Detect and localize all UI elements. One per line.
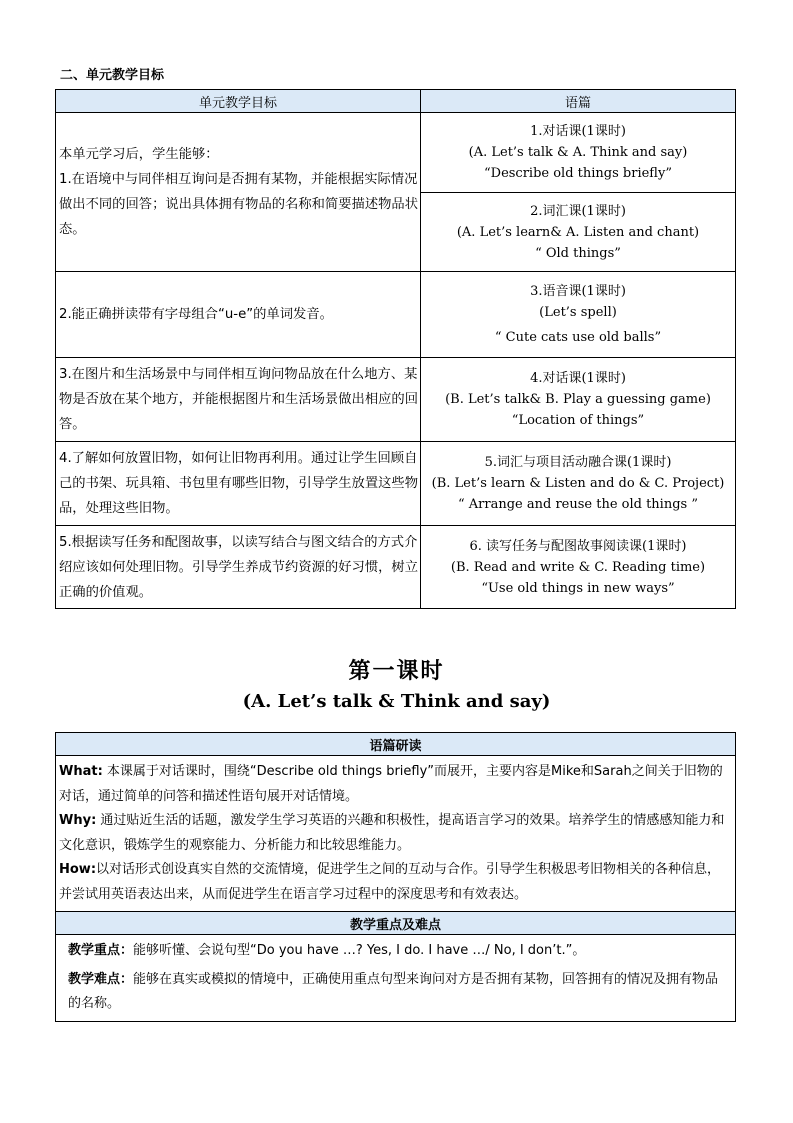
text-4-line-1: 4.对话课(1课时)	[530, 371, 626, 386]
goal-text-2: 2.能正确拼读带有字母组合“u-e”的单词发音。	[59, 307, 333, 322]
goal-cell-5	[56, 526, 421, 609]
text-study-body	[56, 756, 736, 912]
text-3-line-1: 3.语音课(1课时)	[530, 284, 626, 299]
key-points-header: 教学重点及难点	[56, 912, 736, 935]
text-2-line-2: (A. Let’s learn& A. Listen and chant)	[456, 224, 700, 240]
key-points-body	[56, 935, 736, 1022]
text-study-header: 语篇研读	[56, 733, 736, 756]
what-text: 本课属于对话课时，围绕“Describe old things briefly”而展开，主要内容是Mike和Sarah之间关于旧物的对话，通过简单的问答和描述性语句展开对话情境。	[59, 764, 723, 804]
text-5-line-2: (B. Let’s learn & Listen and do & C. Project)	[431, 476, 725, 491]
goal-intro: 本单元学习后，学生能够：	[59, 147, 219, 162]
text-3-line-3: “ Cute cats use old balls”	[494, 330, 662, 345]
texts-column-header: 语篇	[421, 90, 736, 113]
text-1-line-2: (A. Let’s talk & A. Think and say)	[468, 145, 688, 160]
text-study-table	[55, 732, 736, 1022]
text-6-line-2: (B. Read and write & C. Reading time)	[450, 559, 706, 575]
text-cell-1	[421, 113, 736, 193]
text-cell-4	[421, 358, 736, 442]
goal-text-1: 1.在语境中与同伴相互询问是否拥有某物，并能根据实际情况做出不同的回答；说出具体拥有物品的名称和简要描述物品状态。	[59, 172, 419, 237]
text-cell-5	[421, 442, 736, 526]
why-label: Why:	[59, 813, 97, 828]
goal-cell-3	[56, 358, 421, 442]
lesson-subtitle: (A. Let’s talk & Think and say)	[242, 691, 551, 712]
difficulty-paragraph	[68, 968, 727, 1017]
section-heading: 二、单元教学目标	[60, 68, 165, 83]
text-5-line-3: “ Arrange and reuse the old things ”	[458, 497, 698, 512]
text-3-line-2: (Let’s spell)	[539, 305, 617, 320]
goals-column-header: 单元教学目标	[56, 90, 421, 113]
goal-cell-4	[56, 442, 421, 526]
text-cell-3	[421, 272, 736, 358]
what-label: What:	[59, 764, 103, 779]
unit-goals-table	[55, 89, 736, 609]
text-cell-2	[421, 193, 736, 272]
lesson-title: 第一课时	[348, 658, 445, 684]
difficulty-text: 能够在真实或模拟的情境中，正确使用重点句型来询问对方是否拥有某物，回答拥有的情况及拥有物品的名称。	[68, 971, 719, 1011]
goal-cell-2	[56, 272, 421, 358]
how-paragraph	[59, 858, 732, 907]
text-4-line-2: (B. Let’s talk& B. Play a guessing game)	[445, 392, 711, 407]
goal-text-3: 3.在图片和生活场景中与同伴相互询问物品放在什么地方、某物是否放在某个地方，并能根据图片和生活场景做出相应的回答。	[59, 367, 419, 432]
focus-text: 能够听懂、会说句型“Do you have …? Yes, I do. I have …/ No, I don’t.”。	[133, 943, 586, 958]
text-6-line-1: 6. 读写任务与配图故事阅读课(1课时)	[469, 538, 687, 554]
text-1-line-3: “Describe old things briefly”	[484, 166, 672, 181]
text-5-line-1: 5.词汇与项目活动融合课(1课时)	[484, 455, 672, 470]
how-text: 以对话形式创设真实自然的交流情境，促进学生之间的互动与合作。引导学生积极思考旧物相关的各种信息，并尝试用英语表达出来，从而促进学生在语言学习过程中的深度思考和有效表达。	[59, 862, 721, 902]
text-1-line-1: 1.对话课(1课时)	[530, 124, 626, 139]
how-label: How:	[59, 862, 97, 877]
goal-cell-1	[56, 113, 421, 272]
focus-paragraph	[68, 939, 727, 964]
goal-text-5: 5.根据读写任务和配图故事，以读写结合与图文结合的方式介绍应该如何处理旧物。引导学生养成节约资源的好习惯，树立正确的价值观。	[59, 534, 419, 600]
text-2-line-3: “ Old things”	[535, 245, 621, 261]
difficulty-label: 教学难点：	[68, 971, 134, 987]
text-2-line-1: 2.词汇课(1课时)	[530, 203, 626, 219]
why-text: 通过贴近生活的话题，激发学生学习英语的兴趣和积极性，提高语言学习的效果。培养学生的情感感知能力和文化意识，锻炼学生的观察能力、分析能力和比较思维能力。	[59, 813, 725, 853]
goal-text-4: 4.了解如何放置旧物，如何让旧物再利用。通过让学生回顾自己的书架、玩具箱、书包里有哪些旧物，引导学生放置这些物品，处理这些旧物。	[59, 451, 419, 516]
focus-label: 教学重点：	[68, 943, 134, 958]
what-paragraph	[59, 760, 732, 809]
text-6-line-3: “Use old things in new ways”	[481, 580, 675, 596]
why-paragraph	[59, 809, 732, 858]
text-cell-6	[421, 526, 736, 609]
text-4-line-3: “Location of things”	[511, 413, 645, 428]
